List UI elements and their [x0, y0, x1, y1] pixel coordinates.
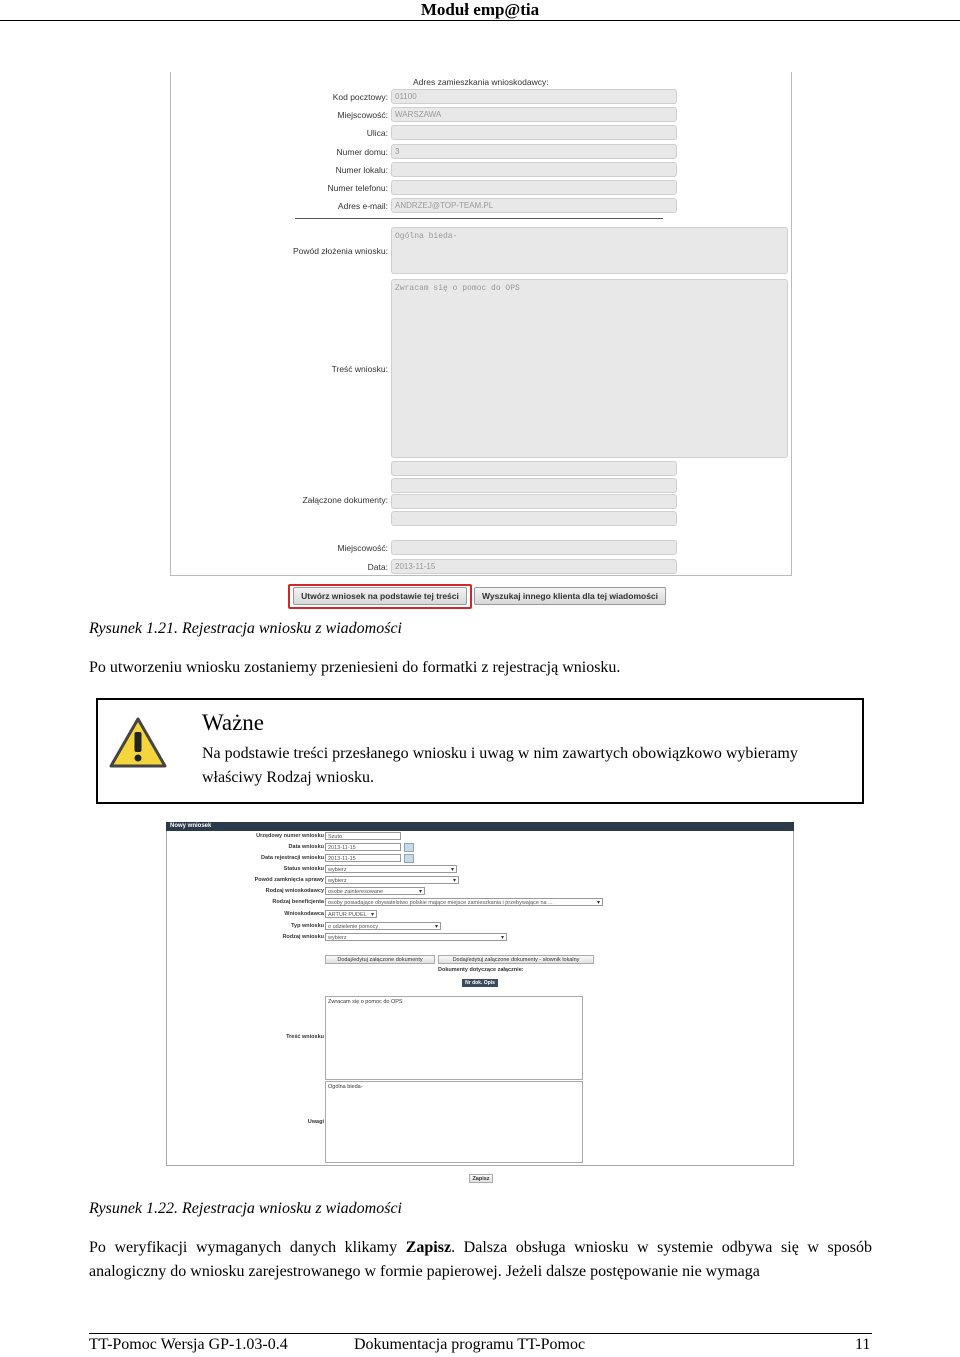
registration-date-label: Data rejestracji wniosku — [261, 855, 324, 861]
footer-divider — [89, 1333, 872, 1334]
official-number-input[interactable]: Szuto — [325, 832, 401, 840]
status-label: Status wniosku — [283, 866, 324, 872]
beneficiary-type-select[interactable]: osoby posiadające obywatelstwo polskie mające miejsce zamieszkania i przebywające na ... ▾ — [325, 898, 603, 906]
apartment-number-label: Numer lokalu: — [335, 165, 388, 175]
calendar-icon[interactable] — [404, 843, 414, 852]
documents-label: Dokumenty dotyczące załącznie: — [438, 967, 524, 973]
postal-code-input[interactable]: 01100 — [391, 89, 677, 104]
content-label: Treść wniosku — [286, 1034, 324, 1040]
date-input[interactable]: 2013-11-15 — [391, 559, 677, 574]
attachment-row-2 — [391, 478, 677, 493]
paragraph-1: Po utworzeniu wniosku zostaniemy przeniesieni do formatki z rejestracją wniosku. — [89, 659, 621, 676]
save-keyword: Zapisz — [405, 1239, 452, 1256]
apartment-number-input[interactable] — [391, 162, 677, 177]
content-textarea[interactable]: Zwracam się o pomoc do OPS — [325, 996, 583, 1080]
paragraph-2-part-2: . Dalsza obsługa wniosku w systemie odbywa się w sposób analogiczny do wniosku zarejestrowanego w formie papierowej. Jeżeli dalsze postępowanie nie wymaga — [89, 1239, 873, 1280]
save-button[interactable]: Zapisz — [469, 1174, 493, 1183]
content-textarea[interactable]: Zwracam się o pomoc do OPS — [391, 279, 788, 458]
postal-code-label: Kod pocztowy: — [332, 92, 388, 102]
search-client-button[interactable]: Wyszukaj innego klienta dla tej wiadomości — [474, 587, 666, 605]
create-application-button[interactable]: Utwórz wniosek na podstawie tej treści — [293, 587, 467, 605]
page-header: Moduł emp@tia — [420, 0, 540, 19]
notes-label: Uwagi — [307, 1119, 324, 1125]
official-number-label: Urzędowy numer wniosku — [256, 833, 324, 839]
address-section-title: Adres zamieszkania wnioskodawcy: — [413, 77, 549, 87]
important-title: Ważne — [202, 710, 264, 735]
place-label: Miejscowość: — [337, 543, 388, 553]
application-type-select[interactable]: o udzielenie pomocy ▾ — [325, 922, 441, 930]
applicant-type-label: Rodzaj wnioskodawcy — [265, 888, 324, 894]
figure-1-screenshot — [166, 72, 794, 608]
house-number-input[interactable]: 3 — [391, 144, 677, 159]
city-label: Miejscowość: — [337, 110, 388, 120]
beneficiary-type-label: Rodzaj beneficjenta — [272, 899, 324, 905]
application-date-label: Data wniosku — [288, 844, 324, 850]
application-kind-select[interactable]: wybierz ▾ — [325, 933, 507, 941]
registration-date-input[interactable]: 2013-11-15 — [325, 854, 401, 862]
footer-version: TT-Pomoc Wersja GP-1.03-0.4 — [89, 1336, 288, 1353]
important-box — [96, 698, 864, 804]
important-text: Na podstawie treści przesłanego wniosku i uwag w nim zawartych obowiązkowo wybieramy właściwy Rodzaj wniosku. — [202, 745, 798, 786]
edit-attachments-dict-button[interactable]: Dodaj/edytuj załączone dokumenty - słownik lokalny — [438, 955, 594, 964]
application-type-label: Typ wniosku — [291, 923, 324, 929]
attachment-row-3 — [391, 494, 677, 509]
header-divider — [0, 20, 960, 21]
window-title: Nowy wniosek — [166, 822, 794, 831]
notes-textarea[interactable]: Ogólna bieda- — [325, 1081, 583, 1163]
city-input[interactable]: WARSZAWA — [391, 107, 677, 122]
reason-textarea[interactable]: Ogólna bieda- — [391, 227, 788, 274]
section-divider — [295, 218, 663, 219]
attachment-row-4 — [391, 511, 677, 526]
figure-2-screenshot — [166, 822, 794, 1188]
documents-table-header: Nr dok. Opis — [462, 979, 498, 987]
house-number-label: Numer domu: — [336, 147, 388, 157]
closing-reason-select[interactable]: wybierz ▾ — [325, 876, 459, 884]
closing-reason-label: Powód zamknięcia sprawy — [254, 877, 324, 883]
warning-icon — [108, 716, 168, 770]
reason-label: Powód złożenia wniosku: — [293, 246, 388, 256]
edit-attachments-button[interactable]: Dodaj/edytuj załączone dokumenty — [325, 955, 435, 964]
street-input[interactable] — [391, 125, 677, 140]
street-label: Ulica: — [366, 128, 388, 138]
footer-title: Dokumentacja programu TT-Pomoc — [354, 1336, 586, 1353]
email-input[interactable]: ANDRZEJ@TOP-TEAM.PL — [391, 198, 677, 213]
application-kind-label: Rodzaj wniosku — [282, 934, 324, 940]
applicant-type-select[interactable]: osobe zainteresowane ▾ — [325, 887, 425, 895]
phone-input[interactable] — [391, 180, 677, 195]
content-label: Treść wniosku: — [331, 364, 388, 374]
place-input[interactable] — [391, 540, 677, 555]
email-label: Adres e-mail: — [337, 201, 388, 211]
caption-figure-1: Rysunek 1.21. Rejestracja wniosku z wiadomości — [89, 620, 402, 637]
date-label: Data: — [367, 562, 388, 572]
applicant-label: Wnioskodawca — [284, 911, 324, 917]
attachments-label: Załączone dokumenty: — [302, 495, 388, 505]
calendar-icon[interactable] — [404, 854, 414, 863]
phone-label: Numer telefonu: — [327, 183, 388, 193]
status-select[interactable]: wybierz ▾ — [325, 865, 457, 873]
paragraph-2-part-1: Po weryfikacji wymaganych danych klikamy — [89, 1239, 406, 1256]
paragraph-2 — [89, 1236, 872, 1284]
page-number: 11 — [855, 1336, 871, 1353]
applicant-select[interactable]: ARTUR PUDEL ▾ — [325, 910, 377, 918]
attachment-row-1 — [391, 461, 677, 476]
application-date-input[interactable]: 2013-11-15 — [325, 843, 401, 851]
caption-figure-2: Rysunek 1.22. Rejestracja wniosku z wiadomości — [89, 1200, 402, 1217]
